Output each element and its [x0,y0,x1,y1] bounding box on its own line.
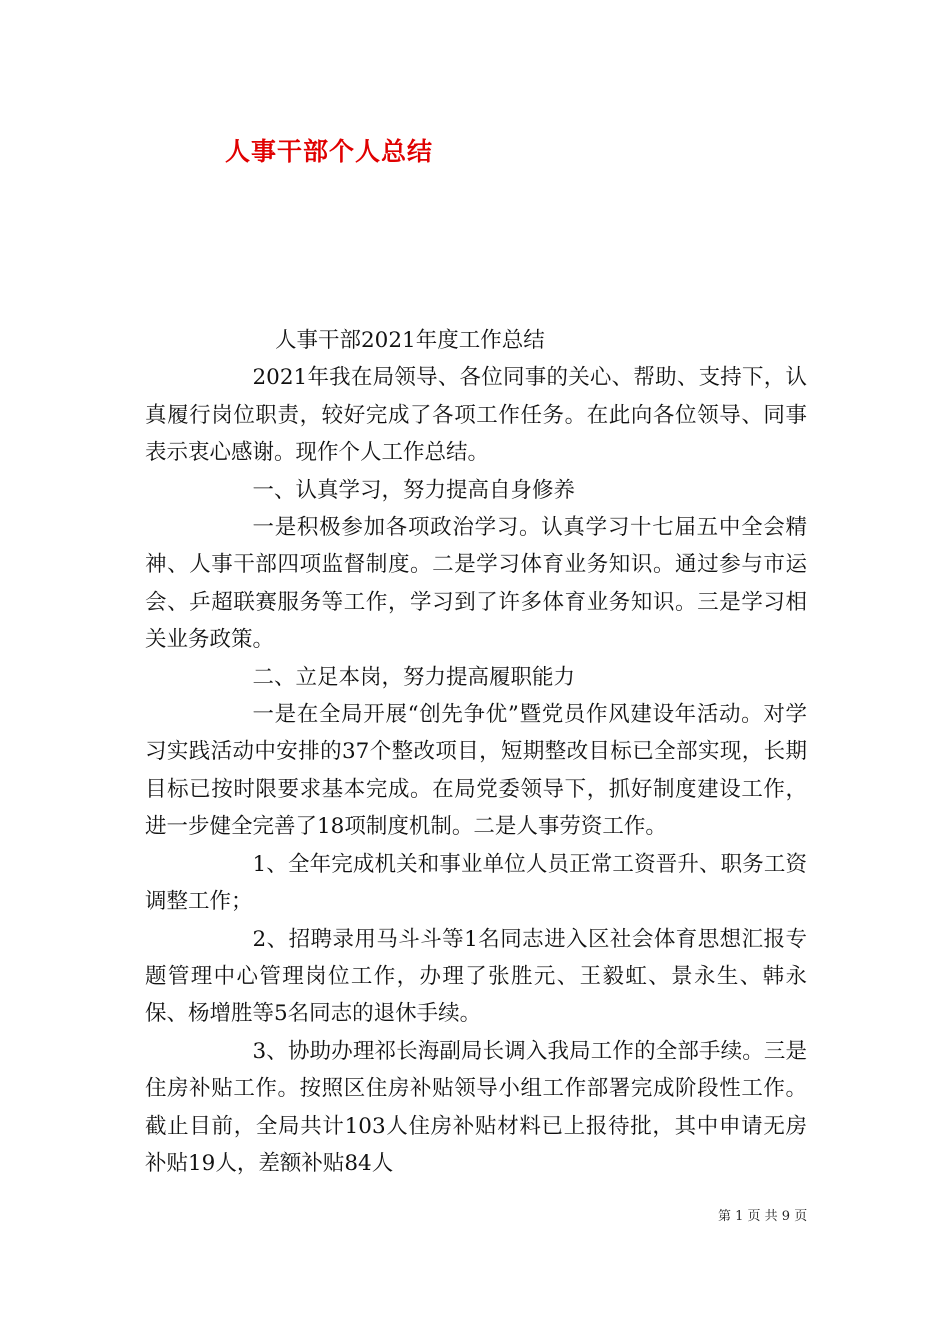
document-title: 人事干部个人总结 [225,137,434,166]
paragraph-duty: 一是在全局开展“创先争优”暨党员作风建设年活动。对学习实践活动中安排的37个整改项目，短期整改目标已全部实现，长期目标已按时限要求基本完成。在局党委领导下，抓好制度建设工作，进一步健全完善了18项制度机制。二是人事劳资工作。 [145,702,807,840]
list-item-salary: 1、全年完成机关和事业单位人员正常工资晋升、职务工资调整工作； [145,851,807,915]
list-item-housing: 3、协助办理祁长海副局长调入我局工作的全部手续。三是住房补贴工作。按照区住房补贴领导小组工作部署完成阶段性工作。截止目前，全局共计103人住房补贴材料已上报待批，其中申请无房补贴19人，差额补贴84人 [145,1038,807,1176]
document-body [145,322,807,1182]
paragraph-study: 一是积极参加各项政治学习。认真学习十七届五中全会精神、人事干部四项监督制度。二是学习体育业务知识。通过参与市运会、乒超联赛服务等工作，学习到了许多体育业务知识。三是学习相关业务政策。 [145,515,807,653]
page-number: 第 1 页 共 9 页 [718,1209,808,1224]
section-heading-duty: 二、立足本岗，努力提高履职能力 [252,664,576,690]
section-heading-study: 一、认真学习，努力提高自身修养 [252,477,576,503]
list-item-recruitment: 2、招聘录用马斗斗等1名同志进入区社会体育思想汇报专题管理中心管理岗位工作，办理了张胜元、王毅虹、景永生、韩永保、杨增胜等5名同志的退休手续。 [145,926,807,1027]
paragraph-intro: 2021年我在局领导、各位同事的关心、帮助、支持下，认真履行岗位职责，较好完成了各项工作任务。在此向各位领导、同事表示衷心感谢。现作个人工作总结。 [145,365,807,466]
document-subtitle: 人事干部2021年度工作总结 [275,328,545,353]
